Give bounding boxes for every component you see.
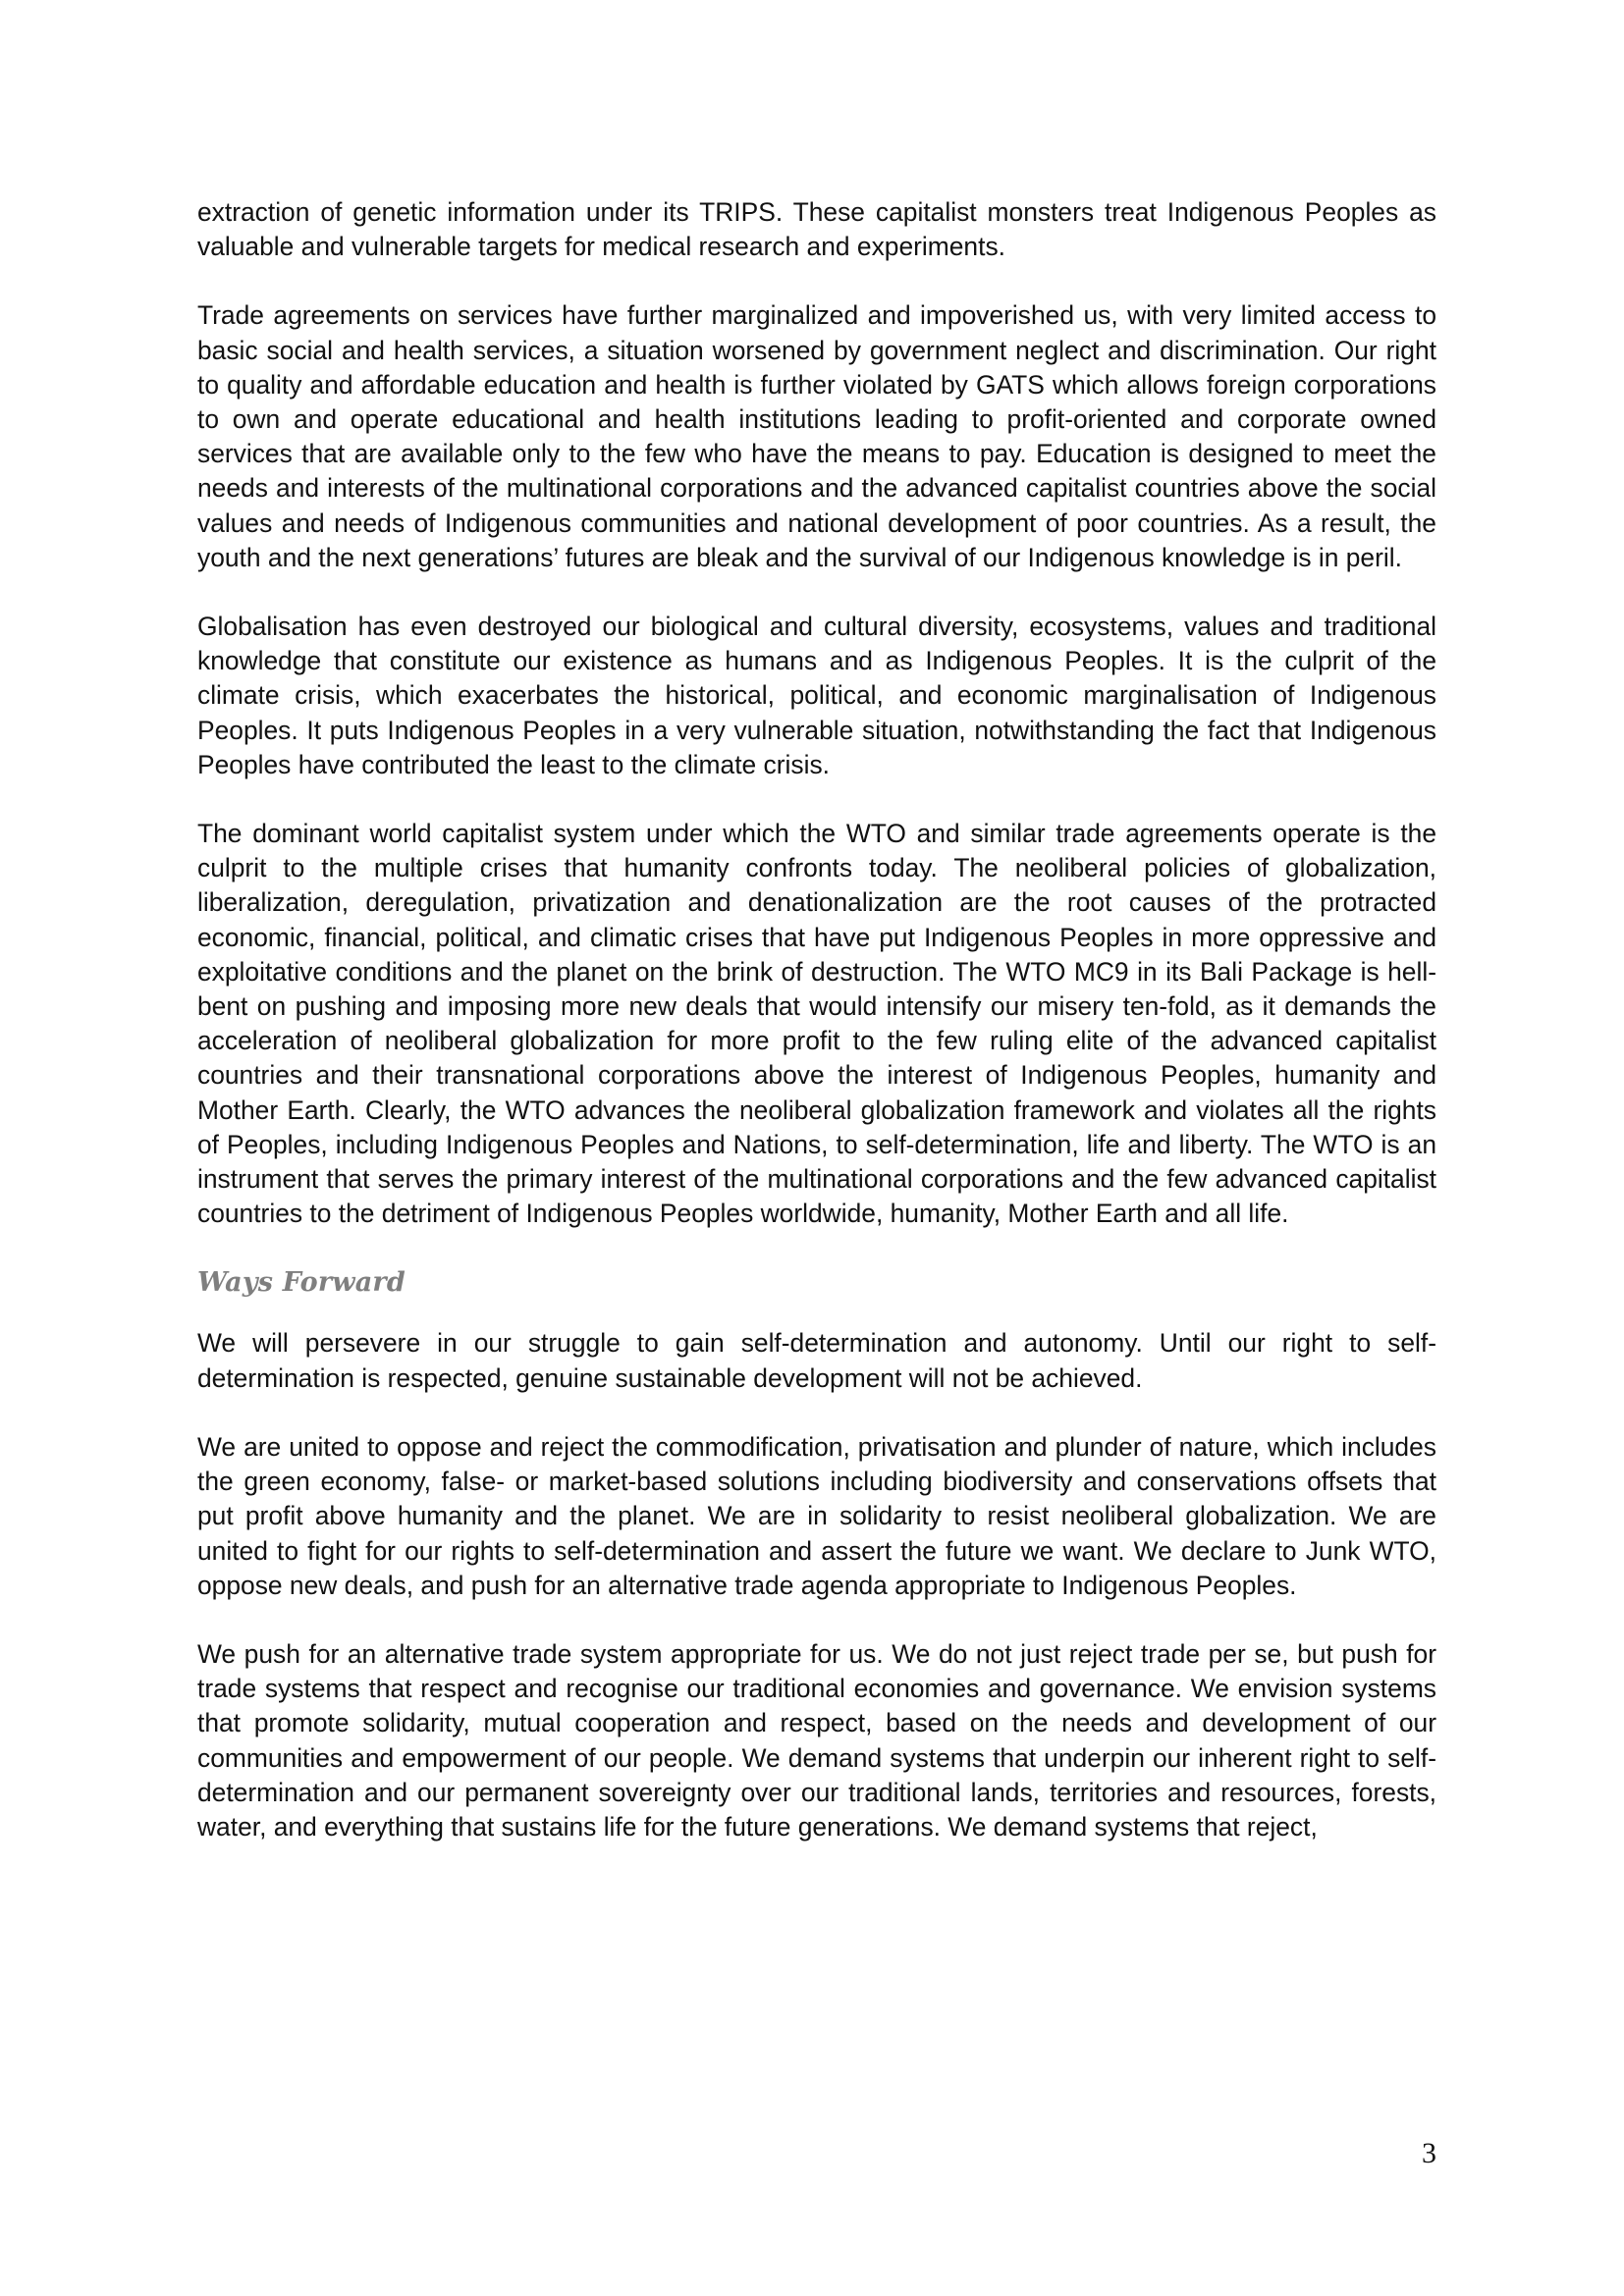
- paragraph-trade-agreements-services: Trade agreements on services have further marginalized and impoverished us, with very limited access to basic social and health services, a situation worsened by government neglect and discrimination. Our right to quality and affordable education and health is further violated by GATS which allows foreign corporations to own and operate educational and health institutions leading to profit-oriented and corporate owned services that are available only to the few who have the means to pay. Education is designed to meet the needs and interests of the multinational corporations and the advanced capitalist countries above the social values and needs of Indigenous communities and national development of poor countries. As a result, the youth and the next generations’ futures are bleak and the survival of our Indigenous knowledge is in peril.: [197, 300, 1436, 572]
- document-body: [197, 195, 1436, 1879]
- paragraph-globalisation-diversity: Globalisation has even destroyed our biological and cultural diversity, ecosystems, values and traditional knowledge that constitute our existence as humans and as Indigenous Peoples. It is the culprit of the climate crisis, which exacerbates the historical, political, and economic marginalisation of Indigenous Peoples. It puts Indigenous Peoples in a very vulnerable situation, notwithstanding the fact that Indigenous Peoples have contributed the least to the climate crisis.: [197, 612, 1436, 779]
- section-heading-ways-forward: Ways Forward: [197, 1267, 406, 1299]
- paragraph-capitalist-system-wto: The dominant world capitalist system under which the WTO and similar trade agreements operate is the culprit to the multiple crises that humanity confronts today. The neoliberal policies of globalization, liberalization, deregulation, privatization and denationalization are the root causes of the protracted economic, financial, political, and climatic crises that have put Indigenous Peoples in more oppressive and exploitative conditions and the planet on the brink of destruction. The WTO MC9 in its Bali Package is hell-bent on pushing and imposing more new deals that would intensify our misery ten-fold, as it demands the acceleration of neoliberal globalization for more profit to the few ruling elite of the advanced capitalist countries and their transnational corporations above the interest of Indigenous Peoples, humanity and Mother Earth. Clearly, the WTO advances the neoliberal globalization framework and violates all the rights of Peoples, including Indigenous Peoples and Nations, to self-determination, life and liberty. The WTO is an instrument that serves the primary interest of the multinational corporations and the few advanced capitalist countries to the detriment of Indigenous Peoples worldwide, humanity, Mother Earth and all life.: [197, 819, 1436, 1229]
- paragraph-trips-genetic-extraction: extraction of genetic information under its TRIPS. These capitalist monsters treat Indigenous Peoples as valuable and vulnerable targets for medical research and experiments.: [197, 197, 1436, 262]
- paragraph-self-determination: We will persevere in our struggle to gain self-determination and autonomy. Until our right to self-determination is respected, genuine sustainable development will not be achieved.: [197, 1328, 1436, 1393]
- page-number: 3: [1422, 2137, 1436, 2169]
- paragraph-alternative-trade-system: We push for an alternative trade system appropriate for us. We do not just reject trade per se, but push for trade systems that respect and recognise our traditional economies and governance. We envision systems that promote solidarity, mutual cooperation and respect, based on the needs and development of our communities and empowerment of our people. We demand systems that underpin our inherent right to self-determination and our permanent sovereignty over our traditional lands, territories and resources, forests, water, and everything that sustains life for the future generations. We demand systems that reject,: [197, 1638, 1436, 1842]
- paragraph-oppose-commodification: We are united to oppose and reject the commodification, privatisation and plunder of nature, which includes the green economy, false- or market-based solutions including biodiversity and conservations offsets that put profit above humanity and the planet. We are in solidarity to resist neoliberal globalization. We are united to fight for our rights to self-determination and assert the future we want. We declare to Junk WTO, oppose new deals, and push for an alternative trade agenda appropriate to Indigenous Peoples.: [197, 1431, 1436, 1600]
